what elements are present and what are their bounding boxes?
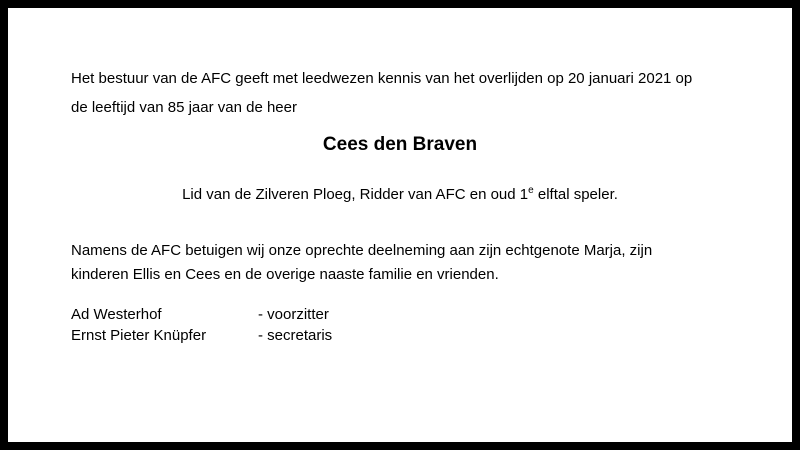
signatories [71, 304, 332, 346]
description-text: Lid van de Zilveren Ploeg, Ridder van AFC en oud 1 [182, 186, 529, 203]
condolence-paragraph [71, 239, 771, 287]
signatory-name: Ernst Pieter Knüpfer [71, 327, 207, 344]
deceased-name: Cees den Braven [322, 134, 478, 155]
signatory-role: - secretaris [258, 327, 333, 344]
signatory-row [71, 304, 332, 325]
description-text-end: elftal speler. [533, 186, 618, 203]
condolence-line-1: Namens de AFC betuigen wij onze oprechte deelneming aan zijn echtgenote Marja, zijn [71, 242, 653, 259]
intro-line-1: Het bestuur van de AFC geeft met leedwezen kennis van het overlijden op 20 januari 2021 op [71, 70, 693, 87]
description-superscript: e [528, 185, 534, 196]
deceased-description [8, 186, 792, 203]
signatory-row [71, 325, 332, 346]
signatory-name: Ad Westerhof [71, 306, 162, 323]
intro-paragraph [71, 64, 771, 122]
intro-line-2: de leeftijd van 85 jaar van de heer [71, 99, 297, 116]
signatory-role: - voorzitter [258, 306, 329, 323]
condolence-line-2: kinderen Ellis en Cees en de overige naaste familie en vrienden. [71, 266, 499, 283]
